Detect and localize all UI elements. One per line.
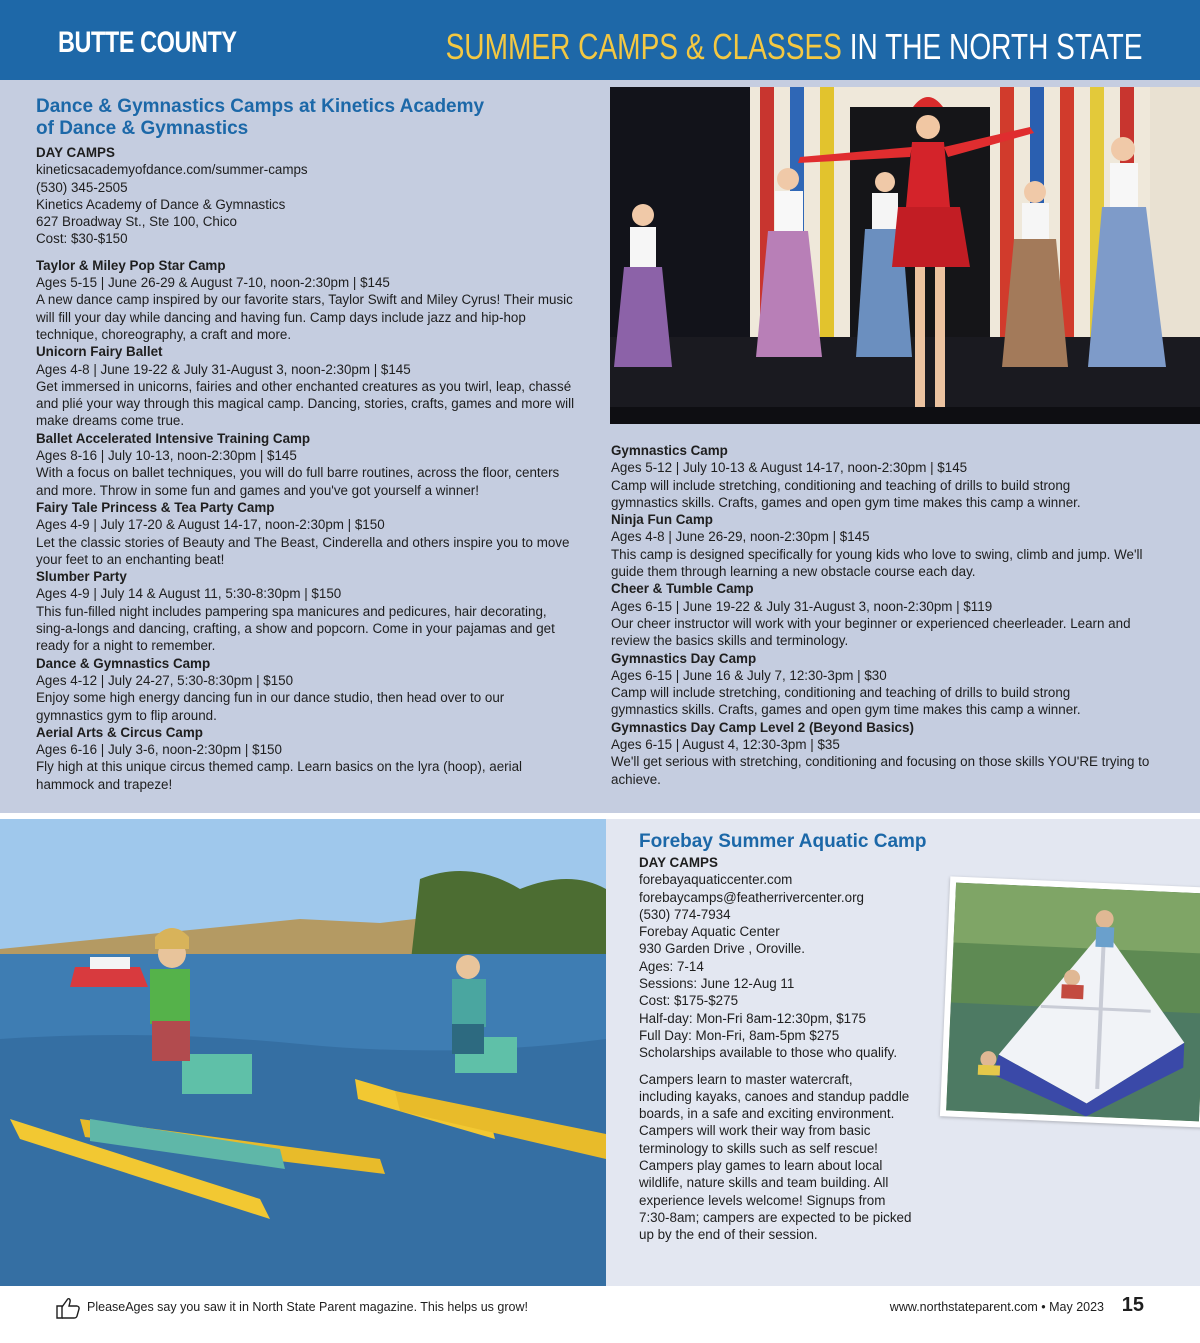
camp-details: Ages 6-15 | June 19-22 & July 31-August 3, noon-2:30pm | $119: [611, 598, 993, 614]
camp-listing: [36, 430, 596, 499]
inflatable-climber-photo: [946, 883, 1200, 1122]
forebay-cost: Cost: $175-$275: [639, 993, 739, 1009]
camp-listing: [611, 511, 1181, 580]
kinetics-title-line1: Dance & Gymnastics Camps at Kinetics Academy: [36, 96, 485, 117]
camp-desc-line: and more. Throw in some fun and games and you've got yourself a winner!: [36, 482, 479, 498]
camp-name: Fairy Tale Princess & Tea Party Camp: [36, 499, 275, 515]
camp-desc-line: review the basics skills and terminology.: [611, 633, 849, 649]
camp-listing: [36, 257, 596, 343]
camp-desc-line: guide them through learning a new obstacle course each day.: [611, 564, 976, 580]
camp-desc-line: Camp will include stretching, conditioning and teaching of drills to build strong: [611, 477, 1071, 493]
kinetics-title-line2: of Dance & Gymnastics: [36, 118, 249, 139]
camp-desc-line: hammock and trapeze!: [36, 776, 173, 792]
camp-desc-line: technique, choreography, a craft and more.: [36, 326, 292, 342]
camp-name: Cheer & Tumble Camp: [611, 581, 754, 597]
camp-name: Gymnastics Day Camp: [611, 650, 757, 666]
page-footer: [0, 1290, 1200, 1343]
camp-listing: [611, 719, 1181, 788]
camp-desc-line: Let the classic stories of Beauty and The Beast, Cinderella and others inspire you to move: [36, 534, 570, 550]
camp-name: Aerial Arts & Circus Camp: [36, 724, 203, 740]
forebay-ages: Ages: 7-14: [639, 958, 704, 974]
dance-performance-photo: [610, 87, 1200, 424]
kinetics-column-right: [611, 442, 1181, 788]
section-title: [445, 26, 1142, 68]
kinetics-website[interactable]: kineticsacademyofdance.com/summer-camps: [36, 162, 308, 178]
camp-desc-line: gymnastics skills. Crafts, games and open gym time makes this camp a winner.: [611, 702, 1081, 718]
camp-desc-line: Enjoy some high energy dancing fun in our dance studio, then head over to our: [36, 690, 505, 706]
camp-listing: [611, 650, 1181, 719]
camp-listing: [611, 442, 1181, 511]
kinetics-kicker: DAY CAMPS: [36, 145, 115, 160]
forebay-email[interactable]: forebaycamps@featherrivercenter.org: [639, 889, 864, 905]
camp-details: Ages 5-12 | July 10-13 & August 14-17, noon-2:30pm | $145: [611, 460, 968, 476]
forebay-desc-line: up by the end of their session.: [639, 1227, 818, 1243]
forebay-desc-line: Campers learn to master watercraft,: [639, 1071, 853, 1087]
camp-desc-line: Get immersed in unicorns, fairies and other enchanted creatures as you twirl, leap, chassé: [36, 378, 572, 394]
camp-desc-line: will fill your day while dancing and having fun. Camp days include jazz and hip-hop: [36, 309, 526, 325]
forebay-desc-line: wildlife, nature skills and team building. All: [639, 1175, 889, 1191]
camp-details: Ages 6-15 | June 16 & July 7, 12:30-3pm | $30: [611, 667, 887, 683]
camp-name: Slumber Party: [36, 569, 127, 585]
forebay-desc-line: 7:30-8am; campers are expected to be picked: [639, 1209, 912, 1225]
camp-listing: [36, 499, 596, 568]
forebay-title: Forebay Summer Aquatic Camp: [639, 831, 927, 852]
camp-name: Ninja Fun Camp: [611, 512, 713, 528]
forebay-desc-line: terminology to skills such as self rescue!: [639, 1140, 878, 1156]
footer-url-date[interactable]: www.northstateparent.com • May 2023: [889, 1300, 1104, 1314]
camp-details: Ages 6-16 | July 3-6, noon-2:30pm | $150: [36, 742, 282, 758]
section-title-accent: SUMMER CAMPS & CLASSES: [445, 26, 842, 67]
camp-details: Ages 6-15 | August 4, 12:30-3pm | $35: [611, 737, 840, 753]
camp-listing: [36, 655, 596, 724]
camp-details: Ages 4-12 | July 24-27, 5:30-8:30pm | $150: [36, 672, 294, 688]
camp-details: Ages 4-8 | June 19-22 & July 31-August 3, noon-2:30pm | $145: [36, 361, 411, 377]
forebay-scholarships: Scholarships available to those who qualify.: [639, 1045, 898, 1061]
camp-desc-line: A new dance camp inspired by our favorite stars, Taylor Swift and Miley Cyrus! Their music: [36, 292, 573, 308]
water-bikes-photo: [0, 819, 606, 1286]
forebay-desc-line: Campers play games to learn about local: [639, 1158, 883, 1174]
section-title-rest: IN THE NORTH STATE: [841, 26, 1142, 67]
camp-desc-line: Camp will include stretching, conditioning and teaching of drills to build strong: [611, 685, 1071, 701]
camp-desc-line: achieve.: [611, 771, 661, 787]
camp-details: Ages 5-15 | June 26-29 & August 7-10, noon-2:30pm | $145: [36, 275, 390, 291]
page-number: 15: [1121, 1294, 1144, 1316]
camp-name: Gymnastics Day Camp Level 2 (Beyond Basics): [611, 719, 914, 735]
camp-details: Ages 4-8 | June 26-29, noon-2:30pm | $145: [611, 529, 870, 545]
camp-listing: [36, 343, 596, 429]
camp-details: Ages 4-9 | July 17-20 & August 14-17, noon-2:30pm | $150: [36, 517, 385, 533]
camp-name: Taylor & Miley Pop Star Camp: [36, 257, 226, 273]
kinetics-address: 627 Broadway St., Ste 100, Chico: [36, 214, 237, 230]
forebay-half-day: Half-day: Mon-Fri 8am-12:30pm, $175: [639, 1010, 866, 1026]
camp-desc-line: sing-a-longs and dancing, crafting, a show and popcorn. Come in your pajamas and get: [36, 621, 555, 637]
camp-listing: [611, 580, 1181, 649]
kinetics-phone: (530) 345-2505: [36, 179, 128, 195]
forebay-org: Forebay Aquatic Center: [639, 924, 780, 940]
thumbs-up-icon: [55, 1297, 81, 1319]
camp-desc-line: your feet to an enchanting beat!: [36, 551, 225, 567]
camp-name: Dance & Gymnastics Camp: [36, 655, 211, 671]
camp-desc-line: Our cheer instructor will work with your beginner or experienced cheerleader. Learn and: [611, 615, 1131, 631]
forebay-website[interactable]: forebayaquaticcenter.com: [639, 872, 793, 888]
camp-name: Ballet Accelerated Intensive Training Camp: [36, 430, 311, 446]
kinetics-cost: Cost: $30-$150: [36, 231, 128, 247]
forebay-column: [639, 831, 929, 1244]
camp-desc-line: gymnastics skills. Crafts, games and open gym time makes this camp a winner.: [611, 494, 1081, 510]
camp-name: Gymnastics Camp: [611, 443, 728, 458]
forebay-sessions: Sessions: June 12-Aug 11: [639, 976, 795, 992]
forebay-kicker: DAY CAMPS: [639, 855, 718, 870]
forebay-phone: (530) 774-7934: [639, 906, 731, 922]
camp-desc-line: gymnastics gym to flip around.: [36, 707, 217, 723]
forebay-desc-line: Campers will work their way from basic: [639, 1123, 871, 1139]
footer-note: PleaseAges say you saw it in North State Parent magazine. This helps us grow!: [87, 1300, 528, 1314]
forebay-address: 930 Garden Drive , Oroville.: [639, 941, 805, 957]
camp-details: Ages 4-9 | July 14 & August 11, 5:30-8:30pm | $150: [36, 586, 342, 602]
camp-desc-line: Fly high at this unique circus themed camp. Learn basics on the lyra (hoop), aerial: [36, 759, 523, 775]
inflatable-photo-frame: [940, 876, 1200, 1127]
camp-desc-line: This camp is designed specifically for young kids who love to swing, climb and jump. We'll: [611, 546, 1143, 562]
camp-listing: [36, 568, 596, 654]
camp-desc-line: and plié your way through this magical camp. Dancing, stories, crafts, games and more will: [36, 396, 575, 412]
county-label: BUTTE COUNTY: [58, 26, 237, 59]
camp-desc-line: With a focus on ballet techniques, you will do full barre routines, across the floor, centers: [36, 465, 560, 481]
camp-listing: [36, 724, 596, 793]
kinetics-title: [36, 96, 596, 140]
camp-desc-line: make dreams come true.: [36, 413, 185, 429]
forebay-full-day: Full Day: Mon-Fri, 8am-5pm $275: [639, 1027, 840, 1043]
page-header: [0, 0, 1200, 80]
kinetics-org: Kinetics Academy of Dance & Gymnastics: [36, 196, 286, 212]
kinetics-column-left: [36, 96, 596, 793]
forebay-desc-line: experience levels welcome! Signups from: [639, 1192, 886, 1208]
camp-details: Ages 8-16 | July 10-13, noon-2:30pm | $145: [36, 448, 297, 464]
camp-name: Unicorn Fairy Ballet: [36, 344, 163, 360]
camp-desc-line: We'll get serious with stretching, conditioning and focusing on those skills YOU'RE trying to: [611, 754, 1150, 770]
forebay-desc-line: boards, in a safe and exciting environment.: [639, 1106, 895, 1122]
camp-desc-line: ready for a night to remember.: [36, 638, 216, 654]
camp-desc-line: This fun-filled night includes pampering spa manicures and pedicures, hair decorating,: [36, 603, 547, 619]
forebay-desc-line: including kayaks, canoes and standup paddle: [639, 1088, 910, 1104]
